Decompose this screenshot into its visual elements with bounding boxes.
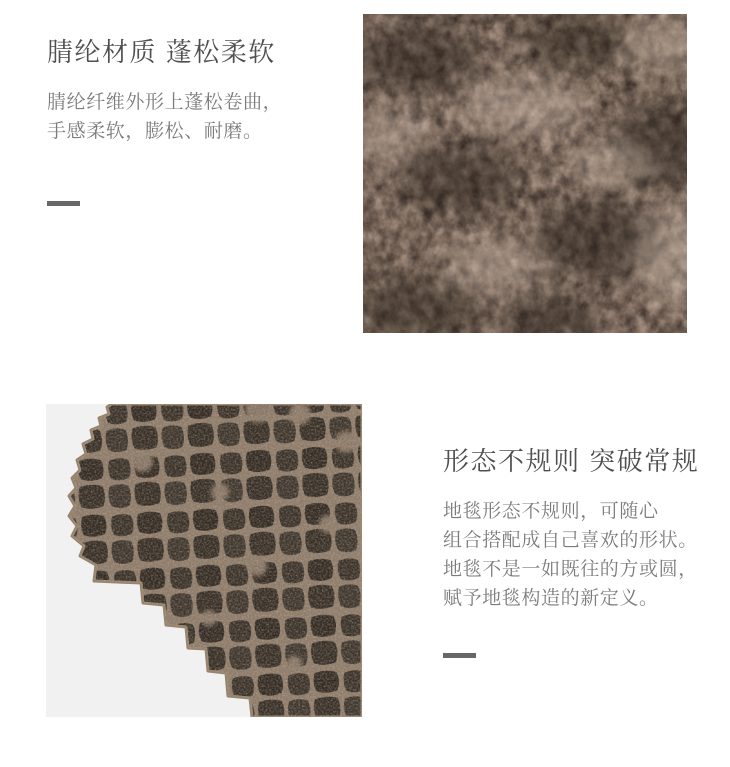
yarn-closeup-photo bbox=[363, 14, 687, 333]
material-heading: 腈纶材质 蓬松柔软 bbox=[47, 37, 276, 67]
irregular-carpet-photo bbox=[46, 404, 362, 717]
yarn-closeup-image bbox=[363, 14, 687, 333]
material-divider-dash bbox=[47, 201, 80, 206]
shape-body-line-3: 地毯不是一如既往的方或圆， bbox=[443, 559, 698, 580]
shape-divider-dash bbox=[443, 653, 476, 658]
shape-body-line-2: 组合搭配成自己喜欢的形状。 bbox=[443, 530, 698, 551]
shape-body bbox=[443, 497, 713, 613]
shape-body-line-4: 赋予地毯构造的新定义。 bbox=[443, 588, 659, 609]
irregular-carpet-image bbox=[46, 404, 362, 717]
shape-heading: 形态不规则 突破常规 bbox=[443, 446, 700, 476]
material-body-line-1: 腈纶纤维外形上蓬松卷曲， bbox=[47, 92, 283, 113]
material-body-line-2: 手感柔软，膨松、耐磨。 bbox=[47, 121, 263, 142]
material-text-block bbox=[47, 38, 357, 146]
shape-text-block bbox=[443, 447, 713, 613]
material-body bbox=[47, 88, 357, 146]
shape-body-line-1: 地毯形态不规则，可随心 bbox=[443, 501, 659, 522]
